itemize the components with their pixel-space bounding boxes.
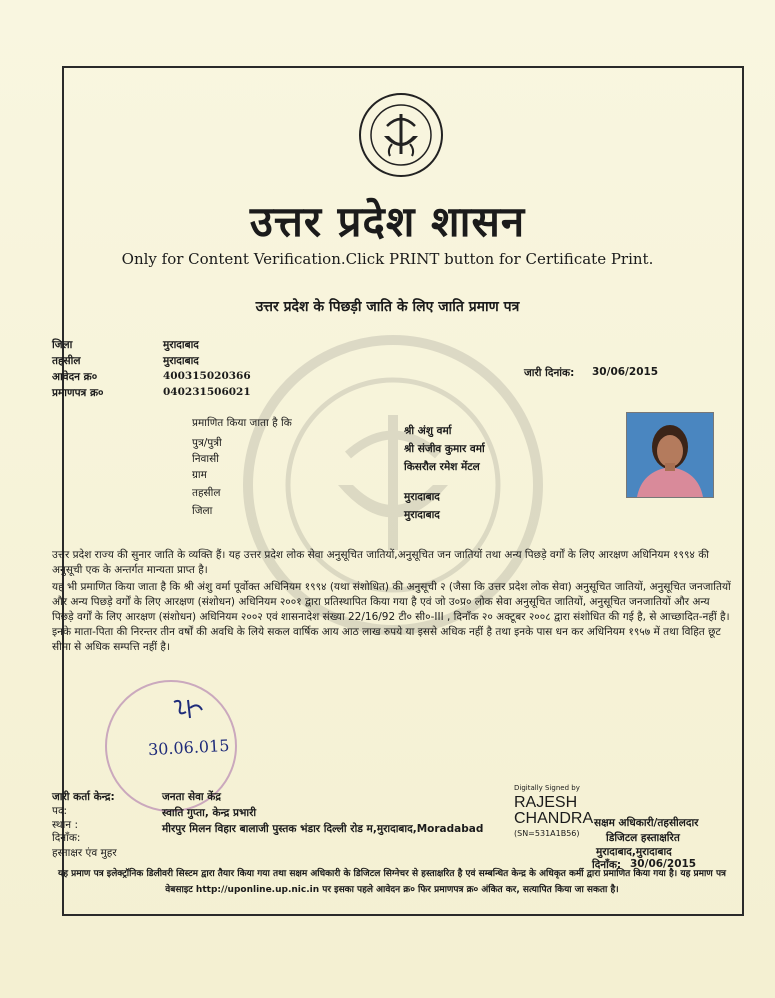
- village-label: ग्राम: [192, 469, 207, 481]
- post-value: स्वाति गुप्ता, केन्द्र प्रभारी: [162, 807, 257, 819]
- tehsil-value: मुरादाबाद: [163, 355, 199, 367]
- person-name: श्री अंशु वर्मा: [404, 425, 452, 437]
- state-emblem: [358, 92, 444, 178]
- digitally-signed-label: Digitally Signed by: [514, 784, 580, 792]
- certify-label: प्रमाणित किया जाता है कि: [192, 417, 292, 429]
- resident-label: निवासी: [192, 453, 219, 465]
- signer-location: मुरादाबाद,मुरादाबाद: [596, 846, 672, 858]
- footer-note: यह प्रमाण पत्र इलेक्ट्रॉनिक डिलीवरी सिस्टम द्वारा तैयार किया गया तथा सक्षम अधिकारी के डिजिटल सिग्नेचर से हस्ताक्षरित है एवं सम्बन्धित केन्द्र के अधिकृत कर्मी द्वारा प्रमाणित किया गया है। यह प्रमाण पत्र वेबसाइट http://uponline.up.nic.in पर इसका पहले आवेदन क्र० फिर प्रमाणपत्र क्र० अंकित कर, सत्यापित किया जा सकता है।: [57, 869, 727, 895]
- issuing-center-label: जारी कर्ता केन्द्र:: [52, 791, 115, 803]
- certificate-number-label: प्रमाणपत्र क्र०: [52, 387, 104, 399]
- residence-value: किसरौल रमेश मेंटल: [404, 461, 480, 473]
- person-tehsil-label: तहसील: [192, 487, 221, 499]
- issuer-date-label: दिनाँक:: [52, 832, 81, 844]
- district-label: जिला: [52, 339, 73, 351]
- place-label: स्थान :: [52, 819, 79, 831]
- application-number: 400315020366: [163, 370, 251, 382]
- person-district-label: जिला: [192, 505, 213, 517]
- signer-last-name: CHANDRA: [514, 810, 594, 827]
- digital-signature-note: डिजिटल हस्ताक्षरित: [606, 832, 680, 844]
- certificate-subtitle: उत्तर प्रदेश के पिछड़ी जाति के लिए जाति प्रमाण पत्र: [255, 299, 520, 315]
- signature-label: हस्ताक्षर एंव मुहर: [52, 847, 117, 859]
- handwritten-initials: [170, 696, 210, 724]
- serial-number: (SN=531A1B56): [514, 829, 580, 838]
- father-name: श्री संजीव कुमार वर्मा: [404, 443, 485, 455]
- officer-title: सक्षम अधिकारी/तहसीलदार: [594, 817, 699, 829]
- issue-date-label: जारी दिनांक:: [524, 367, 575, 379]
- certificate-number: 040231506021: [163, 386, 251, 398]
- application-label: आवेदन क्र०: [52, 371, 98, 383]
- child-of-label: पुत्र/पुत्री: [192, 437, 222, 449]
- signer-date-label: दिनाँक:: [592, 859, 622, 871]
- signer-date: 30/06/2015: [630, 858, 697, 870]
- stamp-date: 30.06.015: [147, 735, 230, 760]
- issue-date: 30/06/2015: [592, 366, 659, 378]
- page-title: उत्तर प्रदेश शासन: [249, 197, 526, 246]
- place-value: मीरपुर मिलन विहार बालाजी पुस्तक भंडार दिल्ली रोड म,मुरादाबाद,Moradabad: [162, 823, 484, 835]
- signer-first-name: RAJESH: [514, 794, 578, 811]
- verification-note: Only for Content Verification.Click PRINT button for Certificate Print.: [121, 250, 654, 268]
- issuing-center: जनता सेवा केंद्र: [162, 791, 221, 803]
- applicant-photo: [626, 412, 714, 498]
- person-district-value: मुरादाबाद: [404, 509, 440, 521]
- certification-paragraph: यह भी प्रमाणित किया जाता है कि श्री अंशु वर्मा पूर्वोक्त अधिनियम १९९४ (यथा संशोधित) की अनुसूची २ (जैसा कि उत्तर प्रदेश लोक सेवा) अनुसूचित जातियों, अनुसूचित जनजातियों और अन्य पिछड़े वर्गों के लिए आरक्षण (संशोधन) अधिनियम २००१ द्वारा प्रतिस्थापित किया गया है एवं जो उ०प्र० लोक सेवा अनुसूचित जातियों, अनुसूचित जनजातियों और अन्य पिछड़े वर्गों के लिए आरक्षण (संशोधन) अधिनियम २००२ एवं शासनादेश संख्या 22/16/92 टी० सी०-III , दिनाँक २० अक्टूबर २००८ द्वारा संशोधित की गई है, से आच्छादित-नहीं है।इनके माता-पिता की निरन्तर तीन वर्षों की अवधि के लिये सकल वार्षिक आय आठ लाख रुपये या इससे अधिक नहीं है तथा इनके पास धन कर अधिनियम १९५७ में तथा विहित छूट सीमा से अधिक सम्पत्ति नहीं है।: [52, 581, 731, 653]
- caste-paragraph: उत्तर प्रदेश राज्य की सुनार जाति के व्यक्ति हैं। यह उत्तर प्रदेश लोक सेवा अनुसूचित जातियों,अनुसूचित जन जातियों तथा अन्य पिछड़े वर्गों के लिए आरक्षण अधिनियम १९९४ की अनुसूची एक के अन्तर्गत मान्यता प्राप्त है।: [52, 549, 709, 576]
- district-value: मुरादाबाद: [163, 339, 199, 351]
- tehsil-label: तहसील: [52, 355, 81, 367]
- person-tehsil-value: मुरादाबाद: [404, 491, 440, 503]
- post-label: पद:: [52, 805, 68, 817]
